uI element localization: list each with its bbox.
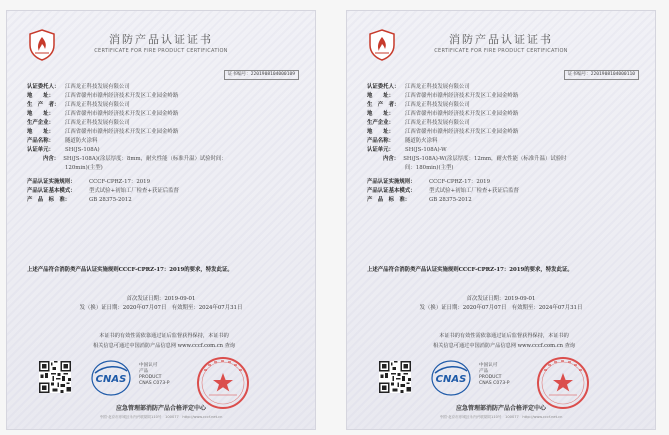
field-producer	[367, 101, 641, 110]
field-label: 产品认证实施规则：	[367, 179, 416, 185]
cnas-label-line: 中国认可	[479, 363, 498, 368]
field-producer	[27, 101, 301, 110]
field-factory	[27, 119, 301, 128]
notice-line-2: 相关信息可通过中国消防产品信息网 www.cccf.com.cn 查询	[433, 343, 575, 349]
cnas-label-line: PRODUCT	[479, 375, 502, 380]
first-issue-date: 首次发证日期：2019-09-01	[466, 296, 536, 302]
field-value: 江西龙正科技发展有限公司	[65, 102, 130, 108]
field-producer-address	[27, 110, 301, 119]
field-label: 认证委托人：	[367, 84, 400, 90]
field-label: 产品认证基本模式：	[367, 188, 416, 194]
cnas-label-line: 产品	[479, 369, 489, 374]
field-label: 生 产 者：	[367, 102, 400, 108]
field-content-continued	[367, 164, 641, 173]
certificate-title: 消防产品认证证书	[449, 33, 553, 46]
field-content	[367, 155, 641, 164]
field-label: 生产企业：	[27, 120, 54, 126]
cnas-label-line: CNAS C073-P	[139, 381, 170, 386]
notice-line-1: 本证书的有效性需依靠通过证后监督获得保持，本证书的	[439, 333, 569, 339]
field-value: 江西省赣州市赣州经济技术开发区工业园金岭路	[65, 129, 179, 135]
field-value: SH(JS-108A)	[65, 147, 100, 153]
field-value: SH(JS-108A)-W	[405, 147, 447, 153]
field-value: 江西省赣州市赣州经济技术开发区工业园金岭路	[405, 111, 519, 117]
field-value: 隧道防火涂料	[65, 138, 98, 144]
field-product	[27, 137, 301, 146]
field-label: 产 品 标 准：	[367, 197, 411, 203]
field-client-address	[367, 92, 641, 101]
field-mode	[27, 187, 301, 196]
field-label: 产 品 标 准：	[27, 197, 71, 203]
qr-code-icon	[379, 361, 411, 393]
cnas-accreditation-icon	[431, 359, 471, 397]
field-value: 型式试验+初始工厂检查+获证后监督	[429, 188, 519, 194]
field-value: 江西省赣州市赣州经济技术开发区工业园金岭路	[405, 129, 519, 135]
cnas-label-line: 中国认可	[139, 363, 158, 368]
certificate-right	[346, 10, 656, 430]
field-value: 江西龙正科技发展有限公司	[405, 84, 470, 90]
field-value: 120min)(主型)	[65, 165, 103, 171]
field-label: 地 址：	[367, 129, 394, 135]
field-producer-address	[367, 110, 641, 119]
cnas-label	[139, 363, 170, 387]
validity-period: 发（换）证日期：2020年07月07日 有效期至：2024年07月31日	[79, 305, 243, 311]
first-issue-date: 首次发证日期：2019-09-01	[126, 296, 196, 302]
cnas-logo-text: CNAS	[95, 374, 127, 385]
cnas-label-line: PRODUCT	[139, 375, 162, 380]
field-mode	[367, 187, 641, 196]
field-content	[27, 155, 301, 164]
field-unit	[367, 146, 641, 155]
qr-code-icon	[39, 361, 71, 393]
cnas-label	[479, 363, 510, 387]
issuing-organization: 应急管理部消防产品合格评定中心	[115, 405, 206, 412]
field-label: 地 址：	[27, 129, 54, 135]
field-value: GB 28375-2012	[89, 197, 132, 203]
field-label: 地 址：	[27, 93, 54, 99]
field-label: 内含：	[43, 156, 60, 162]
certificate-left	[6, 10, 316, 430]
cnas-label-line: 产品	[139, 369, 149, 374]
field-value: 江西省赣州市赣州经济技术开发区工业园金岭路	[65, 111, 179, 117]
validity-notice	[373, 331, 635, 351]
field-value: SH(JS-108A)-W(涂层厚度：12mm，耐火性能（标准升温）试验时	[403, 156, 567, 162]
field-standard	[367, 196, 641, 205]
notice-line-1: 本证书的有效性需依靠通过证后监督获得保持，本证书的	[99, 333, 229, 339]
certificate-number: 证书编号：2201908104000109	[224, 70, 299, 80]
field-label: 地 址：	[367, 93, 394, 99]
field-value: CCCF-CPRZ-17：2019	[429, 179, 491, 185]
field-client	[27, 83, 301, 92]
field-label: 认证单元：	[367, 147, 394, 153]
certificate-fields	[27, 83, 301, 205]
field-value: GB 28375-2012	[429, 197, 472, 203]
organization-address: 中国·北京市东城区永内兴联胡同110号 100077 http://www.cccf.net.cn	[99, 415, 223, 419]
field-factory-address	[367, 128, 641, 137]
field-label: 产品名称：	[27, 138, 54, 144]
field-label: 认证委托人：	[27, 84, 60, 90]
field-value: 江西龙正科技发展有限公司	[405, 120, 470, 126]
field-value: SH(JS-108A)(涂层厚度：8mm，耐火性能（标准升温）试验时间：	[63, 156, 227, 162]
field-value: 隧道防火涂料	[405, 138, 438, 144]
certificate-subtitle: CERTIFICATE FOR FIRE PRODUCT CERTIFICATION	[434, 48, 568, 54]
field-value: 江西龙正科技发展有限公司	[405, 102, 470, 108]
field-label: 地 址：	[367, 111, 394, 117]
field-label: 产品认证基本模式：	[27, 188, 76, 194]
field-client-address	[27, 92, 301, 101]
validity-period: 发（换）证日期：2020年07月07日 有效期至：2024年07月31日	[419, 305, 583, 311]
field-value: 江西龙正科技发展有限公司	[65, 120, 130, 126]
field-label: 生 产 者：	[27, 102, 60, 108]
field-standard	[27, 196, 301, 205]
conformity-statement: 上述产品符合消防类产品认证实施规则CCCF-CPRZ-17：2019的要求，特发此证。	[367, 267, 573, 273]
field-content-continued	[27, 164, 301, 173]
certificate-number: 证书编号：2201908104000110	[564, 70, 639, 80]
field-label: 地 址：	[27, 111, 54, 117]
cnas-accreditation-icon	[91, 359, 131, 397]
field-label: 内含：	[383, 156, 400, 162]
conformity-statement: 上述产品符合消防类产品认证实施规则CCCF-CPRZ-17：2019的要求，特发此证。	[27, 267, 233, 273]
field-value: 江西省赣州市赣州经济技术开发区工业园金岭路	[65, 93, 179, 99]
field-rules	[367, 178, 641, 187]
field-label: 产品认证实施规则：	[27, 179, 76, 185]
notice-line-2: 相关信息可通过中国消防产品信息网 www.cccf.com.cn 查询	[93, 343, 235, 349]
field-value: 间：180min)(主型)	[405, 165, 454, 171]
field-unit	[27, 146, 301, 155]
issuing-organization: 应急管理部消防产品合格评定中心	[455, 405, 546, 412]
cnas-logo-text: CNAS	[435, 374, 467, 385]
issue-dates	[7, 295, 315, 313]
field-value: 江西省赣州市赣州经济技术开发区工业园金岭路	[405, 93, 519, 99]
cnas-label-line: CNAS C073-P	[479, 381, 510, 386]
field-factory	[367, 119, 641, 128]
field-product	[367, 137, 641, 146]
organization-address: 中国·北京市东城区永内兴联胡同110号 100077 http://www.cccf.net.cn	[439, 415, 563, 419]
field-rules	[27, 178, 301, 187]
field-label: 认证单元：	[27, 147, 54, 153]
field-value: 型式试验+初始工厂检查+获证后监督	[89, 188, 179, 194]
field-value: CCCF-CPRZ-17：2019	[89, 179, 151, 185]
certificate-title: 消防产品认证证书	[109, 33, 213, 46]
field-label: 生产企业：	[367, 120, 394, 126]
certificate-fields	[367, 83, 641, 205]
certificate-subtitle: CERTIFICATE FOR FIRE PRODUCT CERTIFICATION	[94, 48, 228, 54]
field-client	[367, 83, 641, 92]
field-value: 江西龙正科技发展有限公司	[65, 84, 130, 90]
issue-dates	[347, 295, 655, 313]
validity-notice	[33, 331, 295, 351]
field-label: 产品名称：	[367, 138, 394, 144]
field-factory-address	[27, 128, 301, 137]
